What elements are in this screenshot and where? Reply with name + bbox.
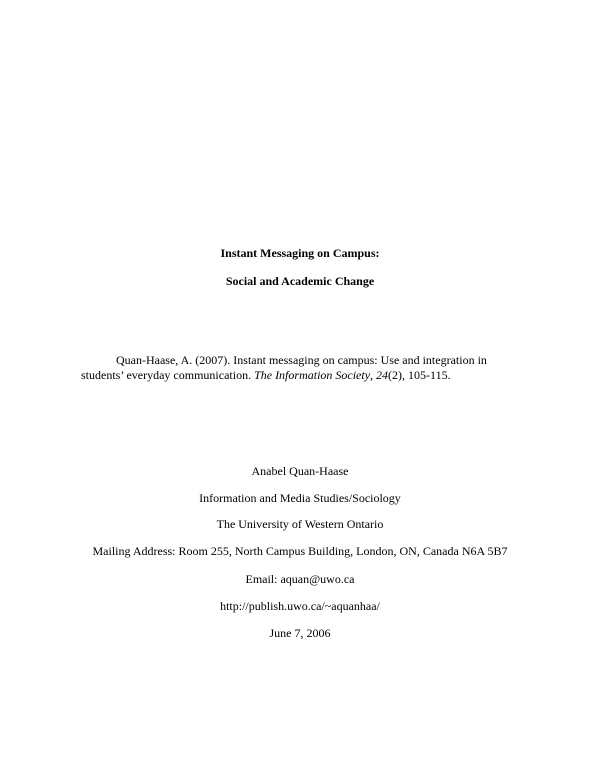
date: June 7, 2006 [269, 626, 331, 640]
website-url: http://publish.uwo.ca/~aquanhaa/ [220, 599, 380, 613]
citation-journal: The Information Society [254, 368, 371, 382]
mailing-address: Mailing Address: Room 255, North Campus Building, London, ON, Canada N6A 5B7 [92, 544, 508, 558]
title-line-2: Social and Academic Change [225, 274, 375, 288]
university: The University of Western Ontario [216, 517, 384, 531]
email: Email: aquan@uwo.ca [245, 572, 355, 586]
citation-volume: 24 [376, 368, 389, 382]
citation [81, 353, 531, 383]
department: Information and Media Studies/Sociology [199, 491, 401, 505]
citation-issue-pages: (2), 105-115. [388, 368, 451, 382]
citation-authors-year: Quan-Haase, A. (2007). Instant messaging on campus: Use and integration in students’ everyday communication. [81, 353, 487, 382]
citation-separator: , [370, 368, 377, 382]
title-line-1: Instant Messaging on Campus: [220, 246, 380, 260]
author-name: Anabel Quan-Haase [251, 464, 349, 478]
